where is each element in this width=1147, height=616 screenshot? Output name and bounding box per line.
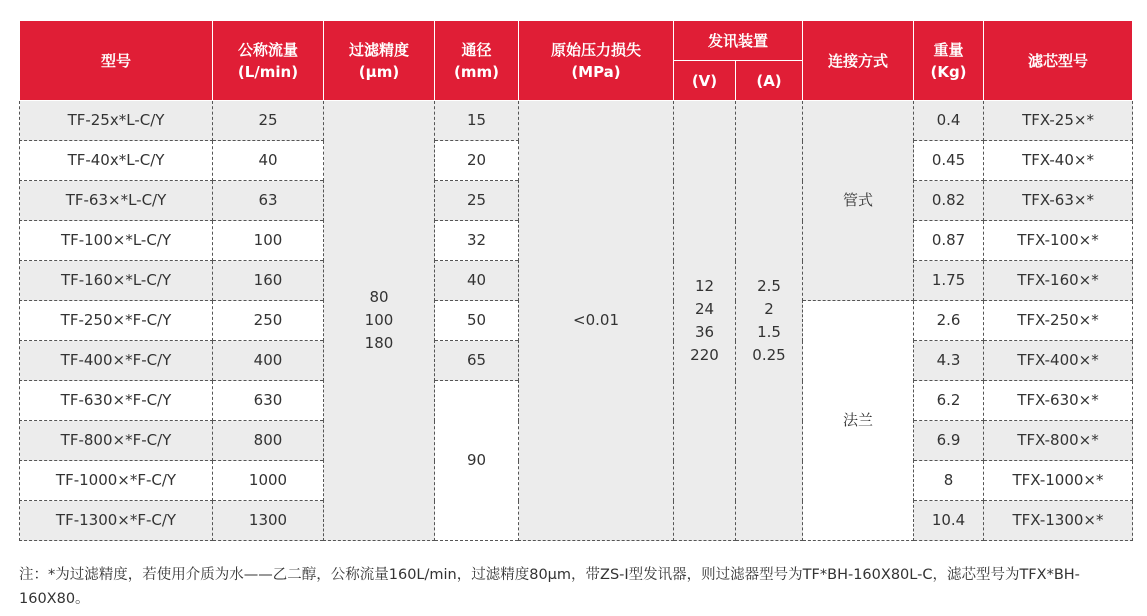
header-flow: 公称流量 (L/min) bbox=[213, 21, 324, 101]
precision-cell: 80 100 180 bbox=[324, 101, 435, 541]
current-cell: 2.5 2 1.5 0.25 bbox=[736, 101, 803, 541]
voltage-cell: 12 24 36 220 bbox=[674, 101, 736, 541]
weight-cell: 10.4 bbox=[914, 501, 984, 541]
header-pressure: 原始压力损失 (MPa) bbox=[519, 21, 674, 101]
element-cell: TFX-25×* bbox=[984, 101, 1133, 141]
element-cell: TFX-1300×* bbox=[984, 501, 1133, 541]
weight-cell: 0.87 bbox=[914, 221, 984, 261]
element-cell: TFX-63×* bbox=[984, 181, 1133, 221]
header-precision: 过滤精度 (μm) bbox=[324, 21, 435, 101]
model-cell: TF-40x*L-C/Y bbox=[20, 141, 213, 181]
flow-cell: 630 bbox=[213, 381, 324, 421]
connect-cell-flange: 法兰 bbox=[803, 301, 914, 541]
header-weight: 重量 (Kg) bbox=[914, 21, 984, 101]
bore-cell: 20 bbox=[435, 141, 519, 181]
weight-cell: 0.4 bbox=[914, 101, 984, 141]
flow-cell: 250 bbox=[213, 301, 324, 341]
flow-cell: 400 bbox=[213, 341, 324, 381]
bore-cell: 32 bbox=[435, 221, 519, 261]
bore-cell: 65 bbox=[435, 341, 519, 381]
flow-cell: 40 bbox=[213, 141, 324, 181]
header-signal: 发讯装置 bbox=[674, 21, 803, 61]
flow-cell: 1000 bbox=[213, 461, 324, 501]
weight-cell: 6.2 bbox=[914, 381, 984, 421]
spec-table bbox=[19, 20, 1133, 541]
header-connect: 连接方式 bbox=[803, 21, 914, 101]
header-signal-voltage: (V) bbox=[674, 61, 736, 101]
bore-cell: 50 bbox=[435, 301, 519, 341]
element-cell: TFX-1000×* bbox=[984, 461, 1133, 501]
model-cell: TF-160×*L-C/Y bbox=[20, 261, 213, 301]
model-cell: TF-250×*F-C/Y bbox=[20, 301, 213, 341]
bore-cell: 25 bbox=[435, 181, 519, 221]
model-cell: TF-800×*F-C/Y bbox=[20, 421, 213, 461]
flow-cell: 800 bbox=[213, 421, 324, 461]
flow-cell: 63 bbox=[213, 181, 324, 221]
element-cell: TFX-160×* bbox=[984, 261, 1133, 301]
model-cell: TF-630×*F-C/Y bbox=[20, 381, 213, 421]
bore-cell: 90 bbox=[435, 381, 519, 541]
bore-cell: 40 bbox=[435, 261, 519, 301]
header-model: 型号 bbox=[20, 21, 213, 101]
weight-cell: 4.3 bbox=[914, 341, 984, 381]
flow-cell: 160 bbox=[213, 261, 324, 301]
element-cell: TFX-100×* bbox=[984, 221, 1133, 261]
flow-cell: 100 bbox=[213, 221, 324, 261]
weight-cell: 2.6 bbox=[914, 301, 984, 341]
element-cell: TFX-800×* bbox=[984, 421, 1133, 461]
model-cell: TF-25x*L-C/Y bbox=[20, 101, 213, 141]
weight-cell: 0.45 bbox=[914, 141, 984, 181]
flow-cell: 25 bbox=[213, 101, 324, 141]
model-cell: TF-1300×*F-C/Y bbox=[20, 501, 213, 541]
element-cell: TFX-400×* bbox=[984, 341, 1133, 381]
element-cell: TFX-630×* bbox=[984, 381, 1133, 421]
element-cell: TFX-250×* bbox=[984, 301, 1133, 341]
footnote: 注：*为过滤精度，若使用介质为水——乙二醇，公称流量160L/min，过滤精度80μm，带ZS-I型发讯器，则过滤器型号为TF*BH-160X80L-C，滤芯型号为TFX*BH-160X80。 bbox=[19, 567, 1080, 607]
connect-cell-pipe: 管式 bbox=[803, 101, 914, 301]
model-cell: TF-400×*F-C/Y bbox=[20, 341, 213, 381]
flow-cell: 1300 bbox=[213, 501, 324, 541]
weight-cell: 6.9 bbox=[914, 421, 984, 461]
header-bore: 通径 (mm) bbox=[435, 21, 519, 101]
element-cell: TFX-40×* bbox=[984, 141, 1133, 181]
weight-cell: 1.75 bbox=[914, 261, 984, 301]
header-signal-current: (A) bbox=[736, 61, 803, 101]
pressure-cell: <0.01 bbox=[519, 101, 674, 541]
bore-cell: 15 bbox=[435, 101, 519, 141]
header-element: 滤芯型号 bbox=[984, 21, 1133, 101]
model-cell: TF-1000×*F-C/Y bbox=[20, 461, 213, 501]
weight-cell: 8 bbox=[914, 461, 984, 501]
table-row bbox=[20, 101, 1133, 141]
weight-cell: 0.82 bbox=[914, 181, 984, 221]
model-cell: TF-63×*L-C/Y bbox=[20, 181, 213, 221]
model-cell: TF-100×*L-C/Y bbox=[20, 221, 213, 261]
